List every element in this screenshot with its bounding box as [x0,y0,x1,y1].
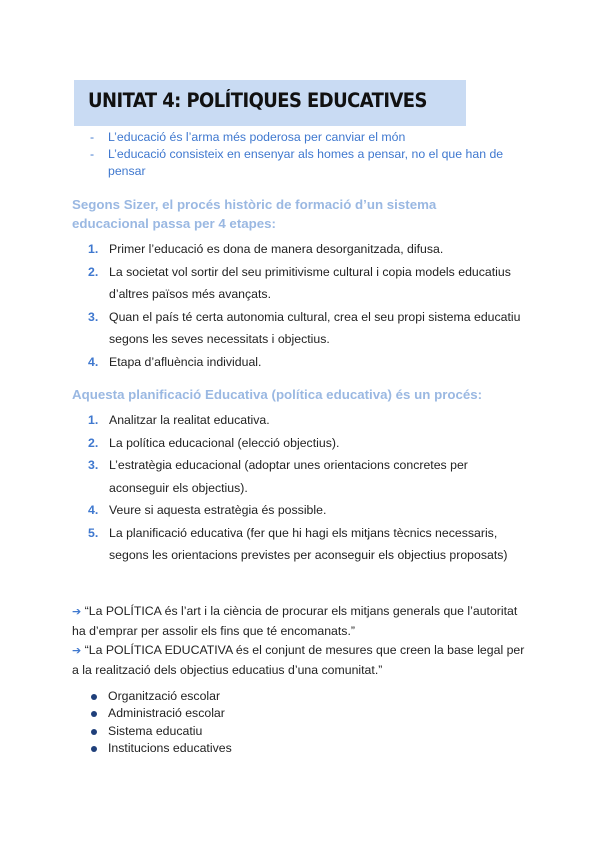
item-text: La política educacional (elecció objectius). [109,435,340,450]
item-text: La societat vol sortir del seu primitivisme cultural i copia models educatius d’altres països més avançats. [109,264,511,301]
item-number: 4. [88,503,99,517]
list-item [88,351,528,374]
item-text: L’estratègia educacional (adoptar unes orientacions concretes per aconseguir els objectius). [109,458,468,495]
stages-list [88,238,528,373]
page-title: UNITAT 4: POLÍTIQUES EDUCATIVES [88,89,427,112]
item-number: 1. [88,242,99,256]
item-text: Etapa d’afluència individual. [109,354,262,369]
item-text: Organització escolar [108,689,221,703]
quote-item [88,146,528,180]
item-text: Administració escolar [108,706,225,721]
item-number: 3. [88,309,99,324]
list-item [90,723,232,740]
bullet-dot-icon [91,711,97,717]
bullet-list [90,688,232,757]
process-list [88,409,528,567]
item-text: Veure si aquesta estratègia és possible. [109,503,327,517]
section-heading-sizer: Segons Sizer, el procés històric de formació d’un sistema educacional passa per 4 etapes: [72,197,437,231]
list-item [88,238,528,261]
item-number: 2. [88,435,99,450]
definition-politica-educativa [72,641,532,680]
list-item [88,409,528,432]
quote-item [88,129,528,146]
dash-bullet: - [90,130,95,144]
list-item [88,522,528,567]
item-text: Primer l’educació es dona de manera desorganitzada, difusa. [109,242,444,256]
item-text: Institucions educatives [108,740,232,755]
list-item [88,454,528,499]
list-item [88,499,528,522]
item-text: Sistema educatiu [108,723,203,738]
definition-text: “La POLÍTICA és l’art i la ciència de procurar els mitjans generals que l’autoritat ha d’emprar per assolir els fins que té encomanats.” [72,604,518,638]
list-item [90,688,232,705]
item-text: La planificació educativa (fer que hi hagi els mitjans tècnics necessaris, segons les orientacions previstes per aconseguir els objectius proposats) [109,525,508,562]
item-text: Quan el país té certa autonomia cultural, crea el seu propi sistema educatiu segons les seves necessitats i objectius. [109,309,521,346]
list-item [88,432,528,455]
dash-bullet: - [90,147,95,161]
item-number: 2. [88,264,99,279]
arrow-right-icon: ➔ [72,606,82,618]
quote-text: L’educació consisteix en ensenyar als homes a pensar, no el que han de pensar [108,147,504,178]
bullet-dot-icon [91,746,97,752]
definition-text: “La POLÍTICA EDUCATIVA és el conjunt de mesures que creen la base legal per a la realització dels objectius educatius d’una comunitat.” [72,643,525,677]
arrow-right-icon: ➔ [72,645,82,657]
definition-politica [72,602,532,641]
title-banner [74,80,466,126]
item-text: Analitzar la realitat educativa. [109,413,270,427]
item-number: 4. [88,354,99,369]
quote-list [88,129,528,180]
list-item [90,705,232,722]
item-number: 3. [88,458,99,472]
list-item [90,740,232,757]
quote-text: L’educació és l’arma més poderosa per canviar el món [108,130,406,144]
list-item [88,306,528,351]
bullet-dot-icon [91,729,97,735]
item-number: 5. [88,525,99,540]
item-number: 1. [88,413,99,427]
section-heading-planificacio: Aquesta planificació Educativa (política educativa) és un procés: [72,387,483,402]
definitions-block [72,602,532,680]
bullet-dot-icon [91,694,97,700]
list-item [88,261,528,306]
